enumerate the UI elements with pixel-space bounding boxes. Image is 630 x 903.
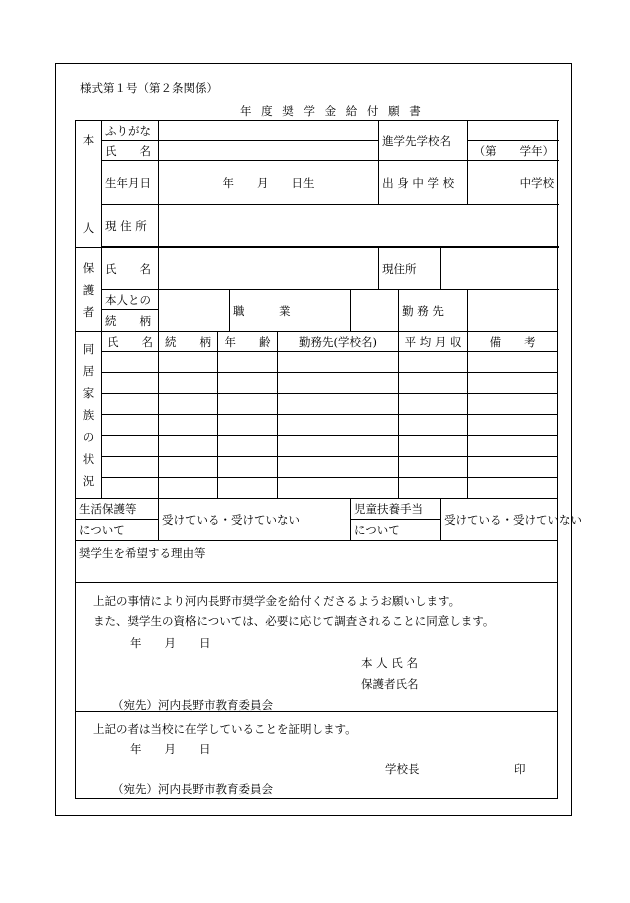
child-allowance-options[interactable]: 受けている・受けていない: [441, 499, 558, 541]
relation-label-line2: 続 柄: [102, 310, 159, 332]
application-line2: また、奨学生の資格については、必要に応じて調査されることに同意します。: [93, 614, 495, 628]
address-field[interactable]: [159, 205, 558, 247]
household-cell[interactable]: [278, 394, 399, 415]
application-line1: 上記の事情により河内長野市奨学金を給付くださるようお願いします。: [93, 594, 461, 608]
school-label: 進学先学校名: [379, 121, 468, 161]
household-label-char: 状: [82, 452, 95, 466]
household-cell[interactable]: [218, 373, 278, 394]
origin-school-label: 出 身 中 学 校: [379, 161, 468, 205]
household-cell[interactable]: [159, 373, 218, 394]
grade-field[interactable]: （第 学年）: [468, 141, 558, 161]
household-cell[interactable]: [159, 352, 218, 373]
origin-school-field[interactable]: 中学校: [468, 161, 558, 205]
furigana-label: ふりがな: [102, 121, 159, 141]
school-field-top[interactable]: [468, 121, 558, 141]
household-cell[interactable]: [102, 478, 159, 499]
guardian-signature-label: 保護者氏名: [361, 677, 419, 691]
household-label-char: 族: [82, 408, 95, 422]
household-cell[interactable]: [468, 478, 558, 499]
welfare-label-line2: について: [76, 520, 159, 541]
household-cell[interactable]: [102, 415, 159, 436]
application-addressee: （宛先）河内長野市教育委員会: [112, 698, 273, 712]
household-cell[interactable]: [218, 394, 278, 415]
birth-field[interactable]: 年 月 日生: [159, 161, 379, 205]
household-cell[interactable]: [102, 373, 159, 394]
household-cell[interactable]: [159, 394, 218, 415]
household-cell[interactable]: [468, 415, 558, 436]
applicant-name-field[interactable]: [159, 141, 379, 161]
welfare-options[interactable]: 受けている・受けていない: [159, 499, 351, 541]
household-cell[interactable]: [399, 436, 468, 457]
form-title: 年 度 奨 学 金 給 付 願 書: [240, 104, 424, 118]
relation-field[interactable]: [159, 290, 230, 332]
applicant-section-label: [76, 121, 102, 248]
household-cell[interactable]: [399, 352, 468, 373]
household-col-income: 平 均 月 収: [399, 332, 468, 352]
occupation-label: 職 業: [230, 290, 351, 332]
household-cell[interactable]: [399, 457, 468, 478]
household-cell[interactable]: [159, 457, 218, 478]
address-label: 現 住 所: [102, 205, 159, 247]
child-allowance-label-line2: について: [351, 520, 441, 541]
guardian-name-label: 氏 名: [102, 248, 159, 290]
household-label-char: 居: [82, 364, 95, 378]
seal-mark: 印: [514, 762, 526, 776]
household-cell[interactable]: [159, 436, 218, 457]
household-cell[interactable]: [468, 457, 558, 478]
guardian-address-label: 現住所: [379, 248, 441, 290]
guardian-section-label: [76, 248, 102, 332]
household-cell[interactable]: [102, 352, 159, 373]
reason-field[interactable]: [76, 541, 558, 583]
household-cell[interactable]: [159, 415, 218, 436]
household-cell[interactable]: [399, 394, 468, 415]
household-label-char: 同: [82, 342, 95, 356]
household-cell[interactable]: [399, 478, 468, 499]
applicant-signature-label: 本 人 氏 名: [361, 656, 418, 670]
household-cell[interactable]: [102, 457, 159, 478]
household-cell[interactable]: [468, 394, 558, 415]
furigana-field[interactable]: [159, 121, 379, 141]
household-label-char: の: [82, 430, 95, 444]
workplace-field[interactable]: [468, 290, 558, 332]
applicant-name-label: 氏 名: [102, 141, 159, 161]
applicant-label-char: 人: [82, 221, 95, 235]
household-cell[interactable]: [102, 394, 159, 415]
household-label-char: 家: [82, 386, 95, 400]
household-col-notes: 備 考: [468, 332, 558, 352]
guardian-label-char: 者: [82, 304, 95, 319]
form-number: 様式第１号（第２条関係）: [80, 81, 218, 95]
guardian-name-field[interactable]: [159, 248, 379, 290]
household-cell[interactable]: [218, 436, 278, 457]
household-col-age: 年 齢: [218, 332, 278, 352]
household-cell[interactable]: [468, 352, 558, 373]
household-cell[interactable]: [102, 436, 159, 457]
household-cell[interactable]: [468, 373, 558, 394]
principal-label: 学校長: [385, 762, 420, 776]
relation-label-line1: 本人との: [102, 290, 159, 310]
household-col-name: 氏 名: [102, 332, 159, 352]
household-label-char: 況: [82, 474, 95, 488]
household-cell[interactable]: [278, 436, 399, 457]
household-cell[interactable]: [278, 457, 399, 478]
household-cell[interactable]: [218, 415, 278, 436]
household-col-relation: 続 柄: [159, 332, 218, 352]
child-allowance-label-line1: 児童扶養手当: [351, 499, 441, 520]
household-cell[interactable]: [278, 373, 399, 394]
household-cell[interactable]: [399, 373, 468, 394]
household-cell[interactable]: [218, 352, 278, 373]
guardian-label-char: 保: [82, 260, 95, 275]
household-cell[interactable]: [218, 478, 278, 499]
household-col-workplace: 勤務先(学校名): [278, 332, 399, 352]
household-cell[interactable]: [278, 352, 399, 373]
household-section-label: [76, 332, 102, 499]
certification-date: 年 月 日: [130, 742, 211, 756]
workplace-label: 勤 務 先: [399, 290, 468, 332]
certification-line1: 上記の者は当校に在学していることを証明します。: [93, 722, 357, 736]
household-cell[interactable]: [218, 457, 278, 478]
household-cell[interactable]: [468, 436, 558, 457]
birth-label: 生年月日: [102, 161, 159, 205]
household-cell[interactable]: [278, 415, 399, 436]
occupation-field[interactable]: [351, 290, 399, 332]
household-cell[interactable]: [399, 415, 468, 436]
welfare-label-line1: 生活保護等: [76, 499, 159, 520]
applicant-label-char: 本: [82, 133, 95, 147]
guardian-label-char: 護: [82, 282, 95, 297]
certification-addressee: （宛先）河内長野市教育委員会: [112, 782, 273, 796]
guardian-address-field[interactable]: [441, 248, 558, 290]
household-cell[interactable]: [278, 478, 399, 499]
household-cell[interactable]: [159, 478, 218, 499]
application-date: 年 月 日: [130, 636, 211, 650]
reason-label: 奨学生を希望する理由等: [79, 546, 206, 560]
